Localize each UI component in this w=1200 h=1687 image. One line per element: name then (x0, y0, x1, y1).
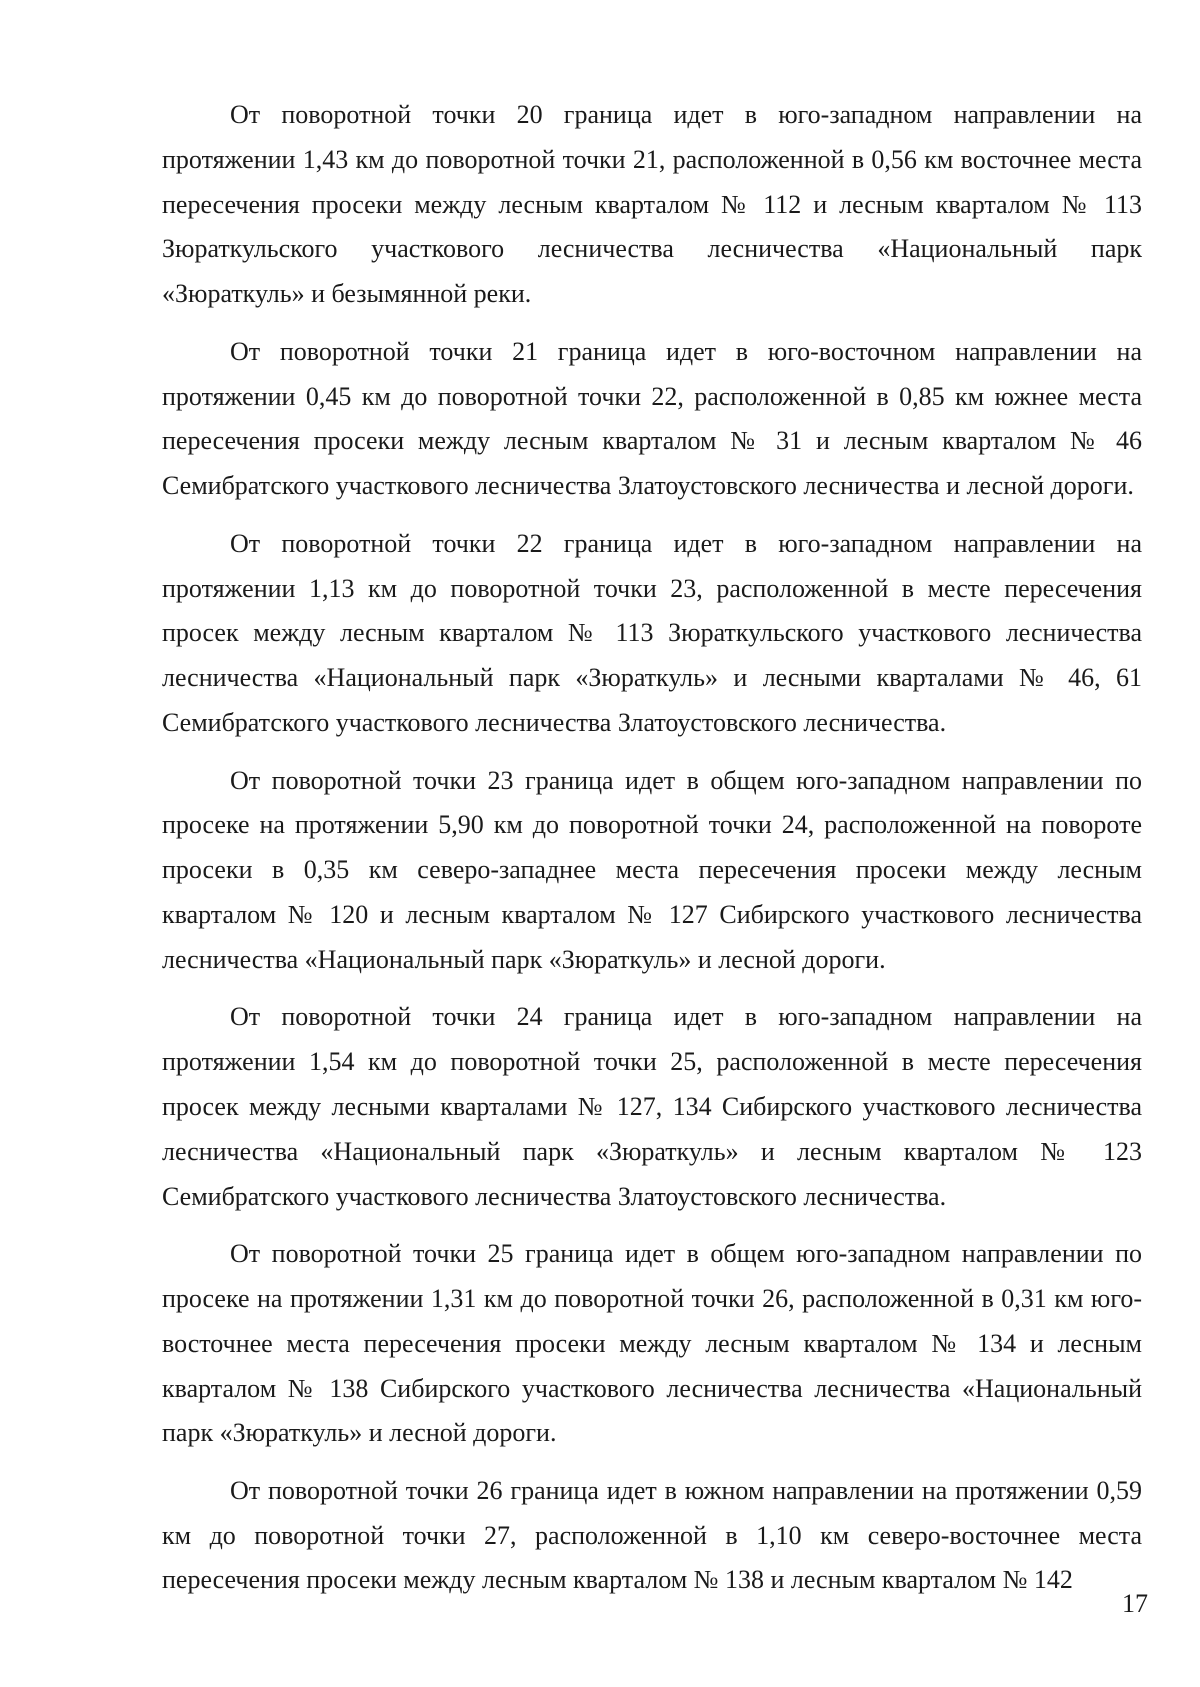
paragraph-6: От поворотной точки 25 граница идет в общем юго-западном направлении по просеке на протяжении 1,31 км до поворотной точки 26, расположенной в 0,31 км юго-восточнее места пересечения просеки между лесным кварталом № 134 и лесным кварталом № 138 Сибирского участкового лесничества лесничества «Национальный парк «Зюраткуль» и лесной дороги. (162, 1239, 1142, 1448)
paragraph-1: От поворотной точки 20 граница идет в юго-западном направлении на протяжении 1,43 км до поворотной точки 21, расположенной в 0,56 км восточнее места пересечения просеки между лесным кварталом № 112 и лесным кварталом № 113 Зюраткульского участкового лесничества лесничества «Национальный парк «Зюраткуль» и безымянной реки. (162, 100, 1142, 309)
paragraph-7: От поворотной точки 26 граница идет в южном направлении на протяжении 0,59 км до поворотной точки 27, расположенной в 1,10 км северо-восточнее места пересечения просеки между лесным кварталом № 138 и лесным кварталом № 142 (162, 1475, 1142, 1595)
paragraph-4: От поворотной точки 23 граница идет в общем юго-западном направлении по просеке на протяжении 5,90 км до поворотной точки 24, расположенной на повороте просеки в 0,35 км северо-западнее места пересечения просеки между лесным кварталом № 120 и лесным кварталом № 127 Сибирского участкового лесничества лесничества «Национальный парк «Зюраткуль» и лесной дороги. (162, 765, 1142, 974)
paragraph-2: От поворотной точки 21 граница идет в юго-восточном направлении на протяжении 0,45 км до поворотной точки 22, расположенной в 0,85 км южнее места пересечения просеки между лесным кварталом № 31 и лесным кварталом № 46 Семибратского участкового лесничества Златоустовского лесничества и лесной дороги. (162, 336, 1142, 501)
page-number: 17 (1122, 1589, 1148, 1618)
body-text (162, 93, 1142, 1616)
paragraph-3: От поворотной точки 22 граница идет в юго-западном направлении на протяжении 1,13 км до поворотной точки 23, расположенной в месте пересечения просек между лесным кварталом № 113 Зюраткульского участкового лесничества лесничества «Национальный парк «Зюраткуль» и лесными кварталами № 46, 61 Семибратского участкового лесничества Златоустовского лесничества. (162, 528, 1142, 737)
paragraph-5: От поворотной точки 24 граница идет в юго-западном направлении на протяжении 1,54 км до поворотной точки 25, расположенной в месте пересечения просек между лесными кварталами № 127, 134 Сибирского участкового лесничества лесничества «Национальный парк «Зюраткуль» и лесным кварталом № 123 Семибратского участкового лесничества Златоустовского лесничества. (162, 1002, 1142, 1211)
